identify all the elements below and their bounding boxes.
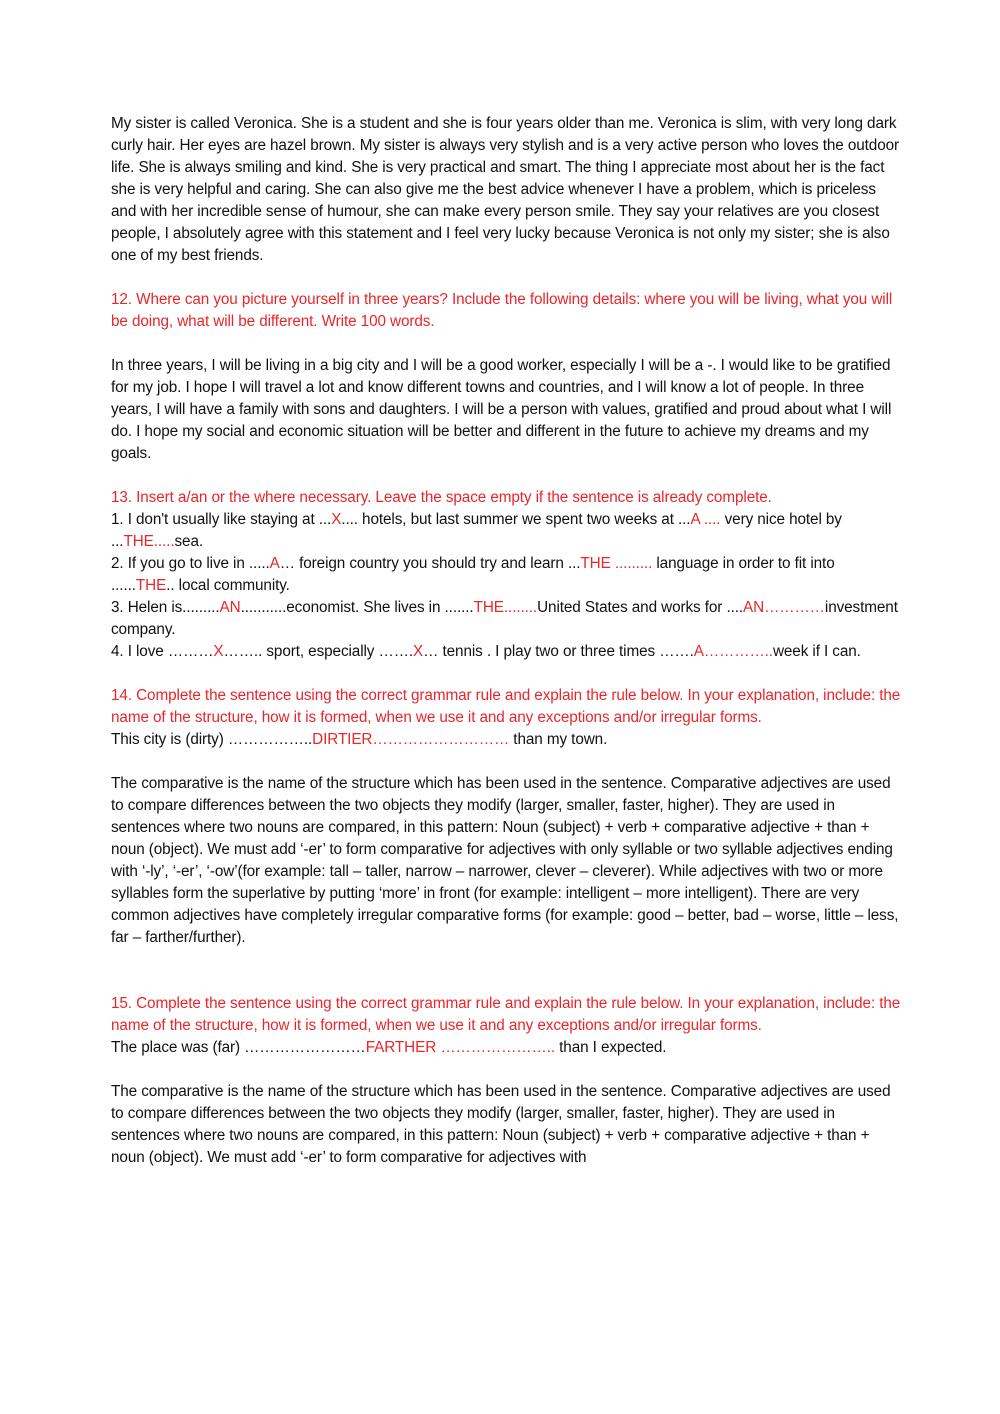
question-15-explanation: The comparative is the name of the structure which has been used in the sentence. Comparative adjectives are used to compare differences between the two objects they modify (larger, smaller, faster, higher). They are used in sentences where two nouns are compared, in this pattern: Noun (subject) + verb + comparative adjective + than + noun (object). We must add ‘-er’ to form comparative for adjectives with — [111, 1083, 891, 1166]
intro-paragraph: My sister is called Veronica. She is a student and she is four years older than me. Veronica is slim, with very long dark curly hair. Her eyes are hazel brown. My sister is always very stylish and is a very active person who loves the outdoor life. She is always smiling and kind. She is very practical and smart. The thing I appreciate most about her is the fact she is very helpful and caring. She can also give me the best advice whenever I have a problem, which is priceless and with her incredible sense of humour, she can make every person smile. They say your relatives are you closest people, I absolutely agree with this statement and I feel very lucky because Veronica is not only my sister; she is also one of my best friends. — [111, 115, 900, 264]
answer-article: THE ......... — [580, 555, 653, 572]
sentence-text: 4. I love ……… — [111, 643, 214, 660]
answer-article: AN………… — [743, 599, 825, 616]
spacer — [111, 663, 901, 685]
spacer — [111, 949, 901, 993]
question-15-sentence — [111, 1037, 901, 1059]
sentence-text: .... hotels, but last summer we spent two weeks at ... — [341, 511, 691, 528]
spacer — [111, 267, 901, 289]
question-14-prompt: 14. Complete the sentence using the correct grammar rule and explain the rule below. In your explanation, include: the name of the structure, how it is formed, when we use it and any exceptions and/or irregular forms. — [111, 687, 901, 726]
answer-article: X — [413, 643, 424, 660]
sentence-text: than I expected. — [555, 1039, 667, 1056]
answer-word: FARTHER ………………….. — [365, 1039, 555, 1056]
question-14-explanation: The comparative is the name of the structure which has been used in the sentence. Comparative adjectives are used to compare differences between the two objects they modify (larger, smaller, faster, higher). They are used in sentences where two nouns are compared, in this pattern: Noun (subject) + verb + comparative adjective + than + noun (object). We must add ‘-er’ to form comparative for adjectives with only syllable or two syllable adjectives ending with ‘-ly’, ‘-er’, ‘-ow’(for example: tall – taller, narrow – narrower, clever – cleverer). While adjectives with two or more syllables form the superlative by putting ‘more’ in front (for example: intelligent – more intelligent). There are very common adjectives have completely irregular comparative forms (for example: good – better, bad – worse, little – less, far – farther/further). — [111, 775, 899, 946]
spacer — [111, 333, 901, 355]
question-14-sentence — [111, 729, 901, 751]
question-13-sentence-3-continued: company. — [111, 621, 176, 638]
sentence-text: sea. — [174, 533, 204, 550]
spacer — [111, 465, 901, 487]
question-13-sentence-2 — [111, 553, 901, 597]
answer-article: AN — [219, 599, 241, 616]
answer-article: A .... — [690, 511, 721, 528]
sentence-text: week if I can. — [772, 643, 861, 660]
sentence-text: This city is (dirty) …………….. — [111, 731, 313, 748]
question-13-sentence-3 — [111, 597, 901, 619]
sentence-text: than my town. — [509, 731, 608, 748]
sentence-text: United States and works for .... — [537, 599, 744, 616]
answer-article: A………….. — [693, 643, 773, 660]
question-12-answer: In three years, I will be living in a big city and I will be a good worker, especially I will be a -. I would like to be gratified for my job. I hope I will travel a lot and know different towns and countries, and I will know a lot of people. In three years, I will have a family with sons and daughters. I will be a person with values, gratified and proud about what I will do. I hope my social and economic situation will be better and different in the future to achieve my dreams and my goals. — [111, 357, 892, 462]
sentence-text: investment — [824, 599, 898, 616]
question-13-sentence-4 — [111, 641, 901, 663]
spacer — [111, 1059, 901, 1081]
document-page — [111, 113, 901, 1169]
answer-article: A — [269, 555, 280, 572]
sentence-text: The place was (far) …………………… — [111, 1039, 366, 1056]
answer-article: THE........ — [473, 599, 538, 616]
answer-word: DIRTIER……………………… — [312, 731, 510, 748]
answer-article: THE..... — [123, 533, 175, 550]
answer-article: X — [213, 643, 224, 660]
sentence-text: … tennis . I play two or three times ……. — [423, 643, 694, 660]
sentence-text: 1. I don't usually like staying at ... — [111, 511, 332, 528]
sentence-text: very nice hotel by ... — [111, 511, 842, 550]
question-13-sentence-1 — [111, 509, 901, 553]
question-12-prompt: 12. Where can you picture yourself in three years? Include the following details: where you will be living, what you will be doing, what will be different. Write 100 words. — [111, 291, 893, 330]
answer-article: X — [331, 511, 342, 528]
sentence-text: 2. If you go to live in ..... — [111, 555, 270, 572]
question-13-prompt: 13. Insert a/an or the where necessary. Leave the space empty if the sentence is already complete. — [111, 489, 772, 506]
sentence-text: 3. Helen is......... — [111, 599, 220, 616]
question-15-prompt: 15. Complete the sentence using the correct grammar rule and explain the rule below. In your explanation, include: the name of the structure, how it is formed, when we use it and any exceptions and/or irregular forms. — [111, 995, 901, 1034]
spacer — [111, 751, 901, 773]
sentence-text: ...........economist. She lives in ....... — [240, 599, 474, 616]
sentence-text: .. local community. — [166, 577, 290, 594]
sentence-text: … foreign country you should try and learn ... — [279, 555, 581, 572]
sentence-text: …….. sport, especially ……. — [223, 643, 414, 660]
answer-article: THE — [135, 577, 167, 594]
sentence-text: language in order to fit into ...... — [111, 555, 835, 594]
